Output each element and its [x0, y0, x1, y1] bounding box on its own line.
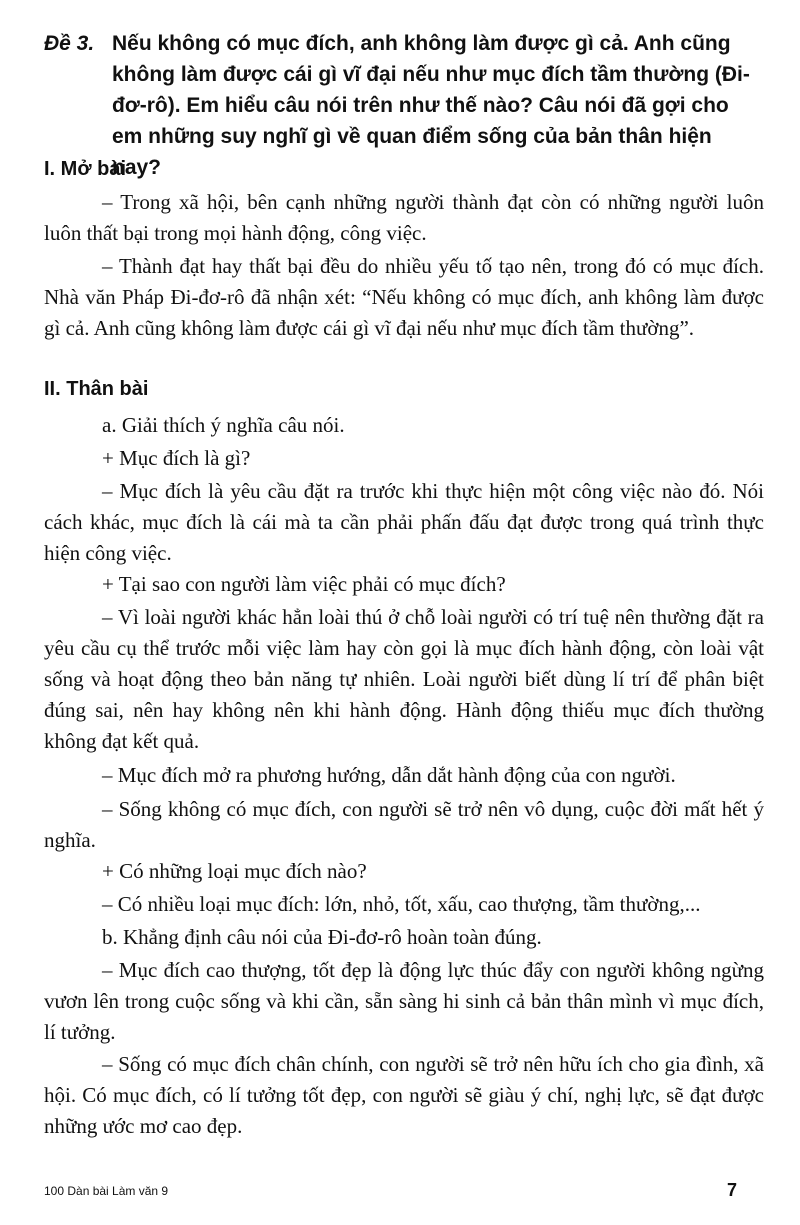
subsection-title: b. Khẳng định câu nói của Đi-đơ-rô hoàn toàn đúng.	[102, 925, 542, 949]
section-heading-body: II. Thân bài	[44, 378, 149, 400]
paragraph: – Có nhiều loại mục đích: lớn, nhỏ, tốt, xấu, cao thượng, tầm thường,...	[102, 892, 701, 916]
prompt-label: Đề 3.	[44, 32, 95, 55]
section-heading-intro: I. Mở bài	[44, 158, 127, 180]
paragraph: – Mục đích mở ra phương hướng, dẫn dắt hành động của con người.	[102, 763, 676, 787]
footer-book-title: 100 Dàn bài Làm văn 9	[44, 1184, 169, 1198]
paragraph: – Vì loài người khác hẳn loài thú ở chỗ loài người có trí tuệ nên thường đặt ra yêu cầu cụ thể trước mỗi việc làm hay còn gọi là mục đích hành động, còn loài vật sống và hoạt động theo bản năng tự nhiên. Loài người biết dùng lí trí để phân biệt đúng sai, nên hay không nên khi hành động. Hành động thiếu mục đích thường không đạt kết quả.	[44, 605, 764, 753]
page-number: 7	[727, 1180, 738, 1200]
question-item: + Tại sao con người làm việc phải có mục đích?	[102, 572, 506, 596]
prompt-text: Nếu không có mục đích, anh không làm được gì cả. Anh cũng không làm được cái gì vĩ đại nếu như mục đích tầm thường (Đi-đơ-rô). Em hiểu câu nói trên như thế nào? Câu nói đã gợi cho em những suy nghĩ gì về quan điểm sống của bản thân hiện nay?	[112, 32, 750, 179]
paragraph: – Sống có mục đích chân chính, con người sẽ trở nên hữu ích cho gia đình, xã hội. Có mục đích, có lí tưởng tốt đẹp, con người sẽ giàu ý chí, nghị lực, sẽ đạt được những ước mơ cao đẹp.	[44, 1052, 764, 1138]
question-item: + Mục đích là gì?	[102, 446, 251, 470]
paragraph: – Trong xã hội, bên cạnh những người thành đạt còn có những người luôn luôn thất bại trong mọi hành động, công việc.	[44, 190, 764, 245]
essay-prompt	[44, 28, 764, 183]
subsection-title: a. Giải thích ý nghĩa câu nói.	[102, 413, 345, 437]
paragraph: – Thành đạt hay thất bại đều do nhiều yếu tố tạo nên, trong đó có mục đích. Nhà văn Pháp Đi-đơ-rô đã nhận xét: “Nếu không có mục đích, anh không làm được gì cả. Anh cũng không làm được cái gì vĩ đại nếu như mục đích tầm thường”.	[44, 254, 764, 340]
paragraph: – Mục đích là yêu cầu đặt ra trước khi thực hiện một công việc nào đó. Nói cách khác, mục đích là cái mà ta cần phải phấn đấu đạt được trong quá trình thực hiện công việc.	[44, 479, 764, 565]
paragraph: – Sống không có mục đích, con người sẽ trở nên vô dụng, cuộc đời mất hết ý nghĩa.	[44, 797, 764, 852]
paragraph: – Mục đích cao thượng, tốt đẹp là động lực thúc đẩy con người không ngừng vươn lên trong cuộc sống và khi cần, sẵn sàng hi sinh cả bản thân mình vì mục đích, lí tưởng.	[44, 958, 764, 1044]
question-item: + Có những loại mục đích nào?	[102, 859, 367, 883]
